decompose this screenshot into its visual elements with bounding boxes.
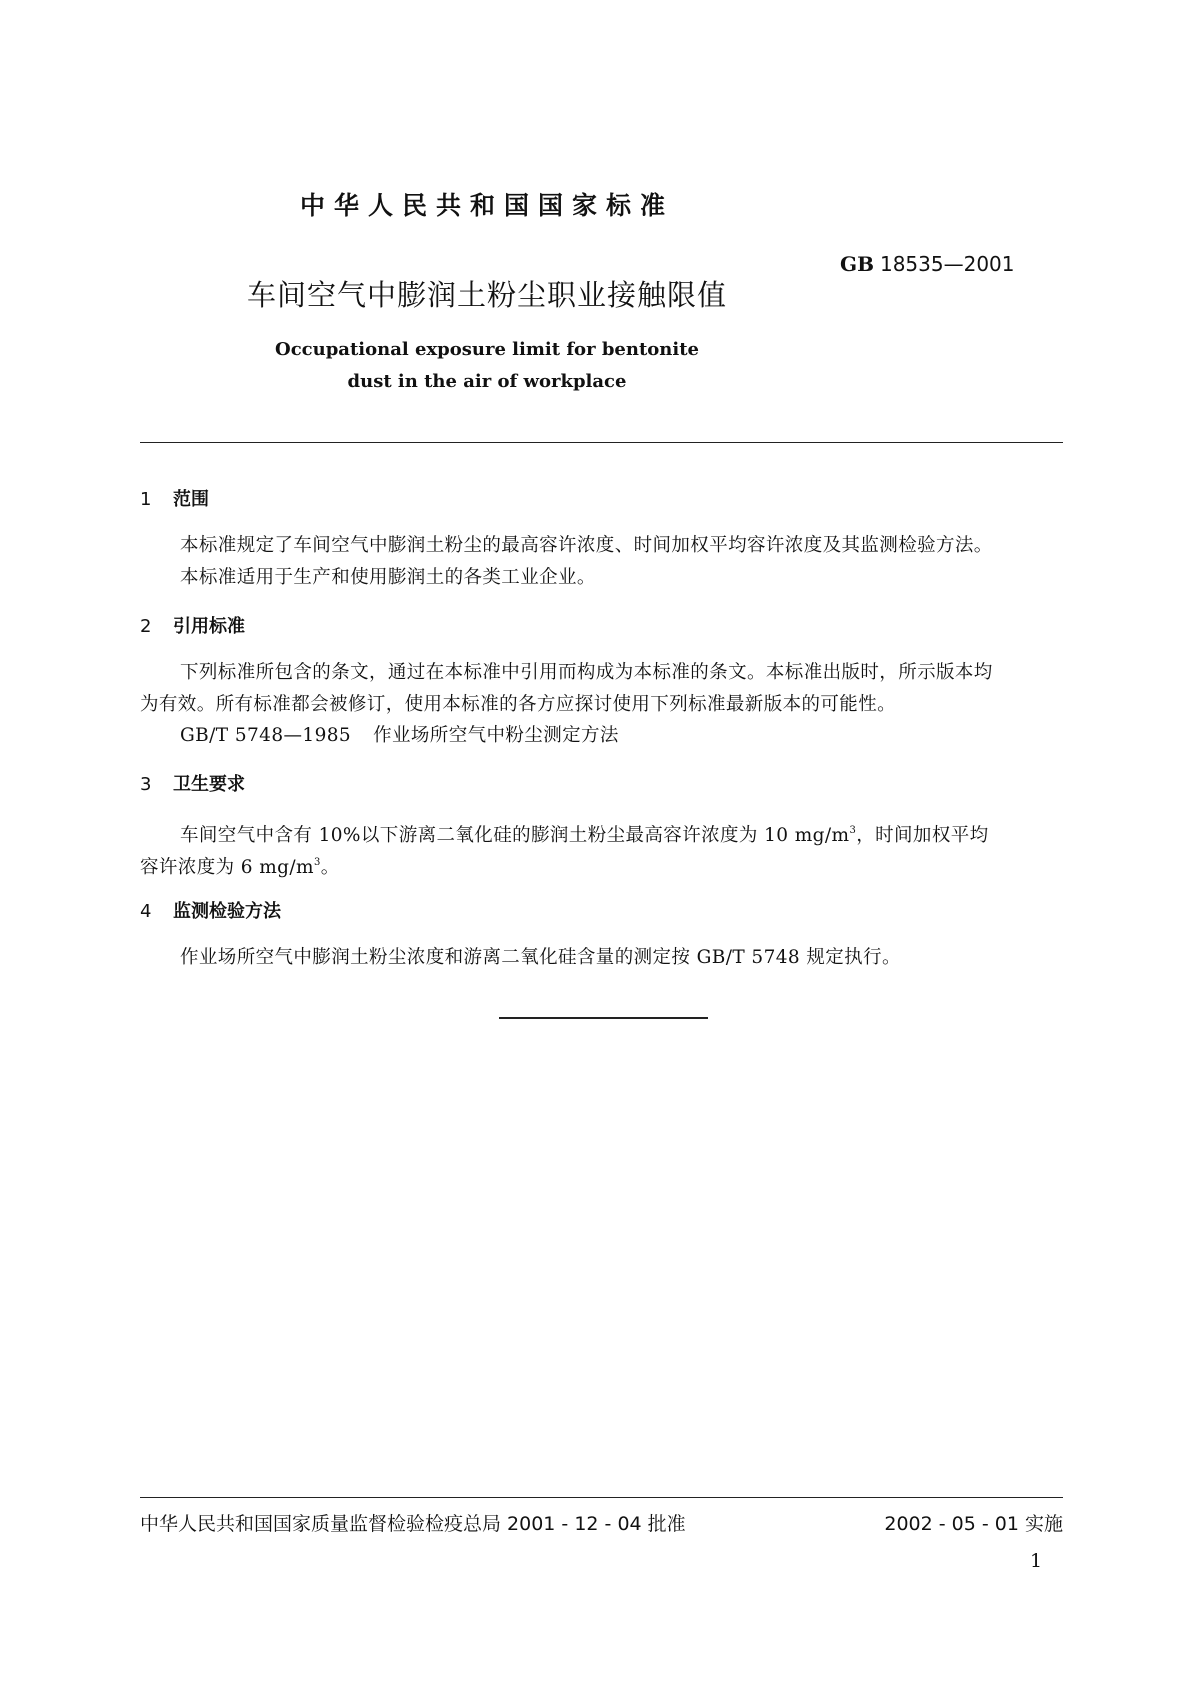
section-number: 1 <box>140 489 152 510</box>
end-of-text-rule <box>499 1017 708 1019</box>
section-2-heading <box>140 612 245 638</box>
section-number: 3 <box>140 774 152 795</box>
reference-standard <box>140 720 1104 751</box>
reference-code: GB/T 5748—1985 <box>180 725 352 746</box>
reference-title: 作业场所空气中粉尘测定方法 <box>373 725 619 746</box>
section-number: 4 <box>140 901 152 922</box>
footer-divider <box>140 1497 1063 1498</box>
section-1-paragraph-1: 本标准规定了车间空气中膨润土粉尘的最高容许浓度、时间加权平均容许浓度及其监测检验方法。 <box>180 535 993 556</box>
section-title: 引用标准 <box>173 616 245 637</box>
section-2-paragraph-line-1: 下列标准所包含的条文，通过在本标准中引用而构成为本标准的条文。本标准出版时，所示版本均 <box>180 662 993 683</box>
section-3-paragraph-line-1: 车间空气中含有 10%以下游离二氧化硅的膨润土粉尘最高容许浓度为 10 $mg/m^3$，时间加权平均 <box>180 825 989 846</box>
section-1-paragraph-2: 本标准适用于生产和使用膨润土的各类工业企业。 <box>180 567 596 588</box>
implementation-date: 2002 - 05 - 01 实施 <box>884 1513 1063 1535</box>
page-number: 1 <box>1030 1550 1043 1572</box>
section-title: 范围 <box>173 489 209 510</box>
approval-statement: 中华人民共和国国家质量监督检验检疫总局 2001 - 12 - 04 批准 <box>140 1513 686 1535</box>
section-number: 2 <box>140 616 152 637</box>
national-standard-heading: 中华人民共和国国家标准 <box>299 191 674 220</box>
document-title-cn: 车间空气中膨润土粉尘职业接触限值 <box>246 278 727 312</box>
section-2-paragraph-line-2: 为有效。所有标准都会被修订，使用本标准的各方应探讨使用下列标准最新版本的可能性。 <box>140 694 897 715</box>
header-divider <box>140 442 1063 443</box>
section-4-paragraph: 作业场所空气中膨润土粉尘浓度和游离二氧化硅含量的测定按 GB/T 5748 规定执行。 <box>180 947 901 968</box>
standard-code-prefix: GB <box>840 252 874 276</box>
document-title-en-line1: Occupational exposure limit for bentonite <box>275 339 699 360</box>
document-title-en-line2: dust in the air of workplace <box>347 371 627 392</box>
section-title: 监测检验方法 <box>173 901 281 922</box>
section-3-paragraph-line-2: 容许浓度为 6 $mg/m^3$。 <box>140 857 340 878</box>
section-1-heading <box>140 485 209 511</box>
section-3-heading <box>140 770 245 796</box>
section-title: 卫生要求 <box>173 774 245 795</box>
section-4-heading <box>140 897 281 923</box>
standard-code-number: 18535—2001 <box>879 252 1015 276</box>
